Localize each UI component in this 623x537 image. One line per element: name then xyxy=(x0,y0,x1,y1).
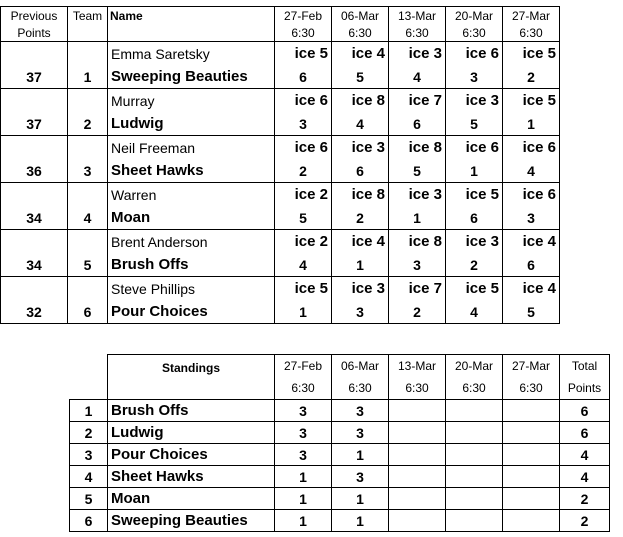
standings-score xyxy=(446,510,503,532)
ice-assignment: ice 4 xyxy=(332,230,389,254)
standings-score xyxy=(389,444,446,466)
skip-name: Brent Anderson xyxy=(108,230,275,254)
standings-row xyxy=(70,422,610,444)
team-name: Sweeping Beauties xyxy=(108,65,275,89)
schedule-header-row-2 xyxy=(1,24,560,42)
previous-points: 37 xyxy=(1,65,68,89)
standings-date-1: 27-Feb xyxy=(275,355,332,378)
previous-points-blank xyxy=(1,183,68,207)
header-time-2: 6:30 xyxy=(332,24,389,42)
team-row-skip xyxy=(1,42,560,66)
opponent-team: 4 xyxy=(503,159,560,183)
team-row-name xyxy=(1,159,560,183)
header-name: Name xyxy=(108,7,275,25)
standings-score xyxy=(503,422,560,444)
team-name: Sheet Hawks xyxy=(108,159,275,183)
ice-assignment: ice 8 xyxy=(389,230,446,254)
standings-total: 6 xyxy=(560,400,610,422)
standings-row xyxy=(70,510,610,532)
ice-assignment: ice 5 xyxy=(446,277,503,301)
previous-points-blank xyxy=(1,136,68,160)
standings-score xyxy=(446,422,503,444)
standings-header-row xyxy=(70,355,610,378)
standings-score xyxy=(446,488,503,510)
standings-total: 4 xyxy=(560,444,610,466)
team-name: Ludwig xyxy=(108,112,275,136)
opponent-team: 4 xyxy=(446,300,503,324)
standings-team-name: Sweeping Beauties xyxy=(108,510,275,532)
standings-total: 2 xyxy=(560,510,610,532)
ice-assignment: ice 6 xyxy=(275,136,332,160)
team-number-blank xyxy=(68,136,108,160)
team-row-name xyxy=(1,253,560,277)
opponent-team: 3 xyxy=(389,253,446,277)
standings-score: 1 xyxy=(275,510,332,532)
standings-score xyxy=(389,510,446,532)
ice-assignment: ice 5 xyxy=(275,42,332,66)
standings-row xyxy=(70,444,610,466)
standings-date-4: 20-Mar xyxy=(446,355,503,378)
ice-assignment: ice 4 xyxy=(332,42,389,66)
standings-score xyxy=(503,444,560,466)
standings-score: 1 xyxy=(332,488,389,510)
team-number: 2 xyxy=(68,112,108,136)
header-points: Points xyxy=(1,24,68,42)
ice-assignment: ice 3 xyxy=(389,42,446,66)
standings-date-2: 06-Mar xyxy=(332,355,389,378)
opponent-team: 6 xyxy=(503,253,560,277)
standings-total: 2 xyxy=(560,488,610,510)
skip-name: Neil Freeman xyxy=(108,136,275,160)
ice-assignment: ice 6 xyxy=(503,183,560,207)
opponent-team: 6 xyxy=(332,159,389,183)
skip-name: Murray xyxy=(108,89,275,113)
ice-assignment: ice 7 xyxy=(389,89,446,113)
opponent-team: 5 xyxy=(503,300,560,324)
opponent-team: 1 xyxy=(503,112,560,136)
standings-date-3: 13-Mar xyxy=(389,355,446,378)
team-number-blank xyxy=(68,183,108,207)
ice-assignment: ice 2 xyxy=(275,230,332,254)
standings-corner xyxy=(70,355,108,378)
ice-assignment: ice 8 xyxy=(389,136,446,160)
team-row-skip xyxy=(1,183,560,207)
opponent-team: 5 xyxy=(332,65,389,89)
previous-points: 36 xyxy=(1,159,68,183)
standings-rank: 4 xyxy=(70,466,108,488)
previous-points: 34 xyxy=(1,206,68,230)
ice-assignment: ice 4 xyxy=(503,230,560,254)
opponent-team: 4 xyxy=(332,112,389,136)
schedule-header-row xyxy=(1,7,560,25)
opponent-team: 6 xyxy=(389,112,446,136)
standings-team-name: Pour Choices xyxy=(108,444,275,466)
opponent-team: 1 xyxy=(389,206,446,230)
standings-score: 1 xyxy=(332,444,389,466)
ice-assignment: ice 6 xyxy=(446,42,503,66)
standings-row xyxy=(70,488,610,510)
header-time-1: 6:30 xyxy=(275,24,332,42)
team-row-skip xyxy=(1,277,560,301)
header-time-5: 6:30 xyxy=(503,24,560,42)
ice-assignment: ice 6 xyxy=(275,89,332,113)
standings-title: Standings xyxy=(108,355,275,400)
ice-assignment: ice 6 xyxy=(446,136,503,160)
ice-assignment: ice 6 xyxy=(503,136,560,160)
opponent-team: 1 xyxy=(275,300,332,324)
header-team-blank xyxy=(68,24,108,42)
team-row-skip xyxy=(1,230,560,254)
previous-points-blank xyxy=(1,230,68,254)
team-number: 3 xyxy=(68,159,108,183)
standings-rank: 6 xyxy=(70,510,108,532)
standings-score: 3 xyxy=(332,422,389,444)
standings-time-3: 6:30 xyxy=(389,377,446,400)
team-row-name xyxy=(1,300,560,324)
previous-points-blank xyxy=(1,42,68,66)
opponent-team: 3 xyxy=(446,65,503,89)
standings-total-header-2: Points xyxy=(560,377,610,400)
standings-score: 3 xyxy=(332,466,389,488)
standings-score xyxy=(389,466,446,488)
header-date-3: 13-Mar xyxy=(389,7,446,25)
standings-team-name: Ludwig xyxy=(108,422,275,444)
opponent-team: 5 xyxy=(446,112,503,136)
team-row-name xyxy=(1,112,560,136)
team-row-name xyxy=(1,65,560,89)
team-row-name xyxy=(1,206,560,230)
standings-rank: 3 xyxy=(70,444,108,466)
standings-table xyxy=(69,354,610,532)
team-number: 5 xyxy=(68,253,108,277)
standings-score: 1 xyxy=(275,488,332,510)
header-time-3: 6:30 xyxy=(389,24,446,42)
opponent-team: 3 xyxy=(275,112,332,136)
ice-assignment: ice 4 xyxy=(503,277,560,301)
team-name: Moan xyxy=(108,206,275,230)
team-number-blank xyxy=(68,42,108,66)
opponent-team: 1 xyxy=(332,253,389,277)
standings-team-name: Sheet Hawks xyxy=(108,466,275,488)
previous-points-blank xyxy=(1,89,68,113)
team-name: Brush Offs xyxy=(108,253,275,277)
previous-points: 34 xyxy=(1,253,68,277)
previous-points-blank xyxy=(1,277,68,301)
previous-points: 32 xyxy=(1,300,68,324)
standings-rank: 2 xyxy=(70,422,108,444)
header-date-1: 27-Feb xyxy=(275,7,332,25)
team-number-blank xyxy=(68,89,108,113)
header-date-2: 06-Mar xyxy=(332,7,389,25)
ice-assignment: ice 7 xyxy=(389,277,446,301)
ice-assignment: ice 3 xyxy=(446,89,503,113)
opponent-team: 1 xyxy=(446,159,503,183)
standings-team-name: Brush Offs xyxy=(108,400,275,422)
header-name-blank xyxy=(108,24,275,42)
standings-score: 3 xyxy=(275,422,332,444)
standings-score: 3 xyxy=(275,444,332,466)
team-name: Pour Choices xyxy=(108,300,275,324)
opponent-team: 6 xyxy=(446,206,503,230)
opponent-team: 4 xyxy=(275,253,332,277)
standings-score: 3 xyxy=(332,400,389,422)
opponent-team: 2 xyxy=(446,253,503,277)
standings-score xyxy=(503,488,560,510)
standings-score xyxy=(503,400,560,422)
previous-points: 37 xyxy=(1,112,68,136)
team-number-blank xyxy=(68,277,108,301)
standings-total-header: Total xyxy=(560,355,610,378)
skip-name: Emma Saretsky xyxy=(108,42,275,66)
standings-total: 6 xyxy=(560,422,610,444)
standings-rank: 1 xyxy=(70,400,108,422)
standings-time-1: 6:30 xyxy=(275,377,332,400)
standings-time-4: 6:30 xyxy=(446,377,503,400)
opponent-team: 5 xyxy=(275,206,332,230)
opponent-team: 2 xyxy=(503,65,560,89)
standings-total: 4 xyxy=(560,466,610,488)
team-number-blank xyxy=(68,230,108,254)
opponent-team: 6 xyxy=(275,65,332,89)
schedule-table xyxy=(0,6,560,324)
opponent-team: 2 xyxy=(389,300,446,324)
standings-score xyxy=(389,422,446,444)
standings-score xyxy=(446,444,503,466)
standings-score xyxy=(389,400,446,422)
standings-row xyxy=(70,466,610,488)
standings-row xyxy=(70,400,610,422)
team-row-skip xyxy=(1,136,560,160)
team-number: 1 xyxy=(68,65,108,89)
ice-assignment: ice 2 xyxy=(275,183,332,207)
opponent-team: 3 xyxy=(503,206,560,230)
ice-assignment: ice 3 xyxy=(389,183,446,207)
opponent-team: 3 xyxy=(332,300,389,324)
ice-assignment: ice 3 xyxy=(446,230,503,254)
standings-time-2: 6:30 xyxy=(332,377,389,400)
standings-team-name: Moan xyxy=(108,488,275,510)
standings-time-5: 6:30 xyxy=(503,377,560,400)
opponent-team: 2 xyxy=(332,206,389,230)
header-date-5: 27-Mar xyxy=(503,7,560,25)
ice-assignment: ice 8 xyxy=(332,183,389,207)
ice-assignment: ice 5 xyxy=(503,42,560,66)
header-previous: Previous xyxy=(1,7,68,25)
opponent-team: 2 xyxy=(275,159,332,183)
ice-assignment: ice 3 xyxy=(332,136,389,160)
team-number: 4 xyxy=(68,206,108,230)
opponent-team: 4 xyxy=(389,65,446,89)
standings-corner-2 xyxy=(70,377,108,400)
standings-score: 1 xyxy=(332,510,389,532)
team-number: 6 xyxy=(68,300,108,324)
header-team: Team xyxy=(68,7,108,25)
ice-assignment: ice 5 xyxy=(503,89,560,113)
ice-assignment: ice 5 xyxy=(446,183,503,207)
standings-rank: 5 xyxy=(70,488,108,510)
skip-name: Steve Phillips xyxy=(108,277,275,301)
ice-assignment: ice 8 xyxy=(332,89,389,113)
standings-date-5: 27-Mar xyxy=(503,355,560,378)
ice-assignment: ice 3 xyxy=(332,277,389,301)
standings-score: 3 xyxy=(275,400,332,422)
ice-assignment: ice 5 xyxy=(275,277,332,301)
standings-score xyxy=(389,488,446,510)
standings-score xyxy=(446,400,503,422)
standings-score xyxy=(503,510,560,532)
header-date-4: 20-Mar xyxy=(446,7,503,25)
header-time-4: 6:30 xyxy=(446,24,503,42)
opponent-team: 5 xyxy=(389,159,446,183)
standings-score: 1 xyxy=(275,466,332,488)
standings-score xyxy=(446,466,503,488)
team-row-skip xyxy=(1,89,560,113)
skip-name: Warren xyxy=(108,183,275,207)
standings-score xyxy=(503,466,560,488)
